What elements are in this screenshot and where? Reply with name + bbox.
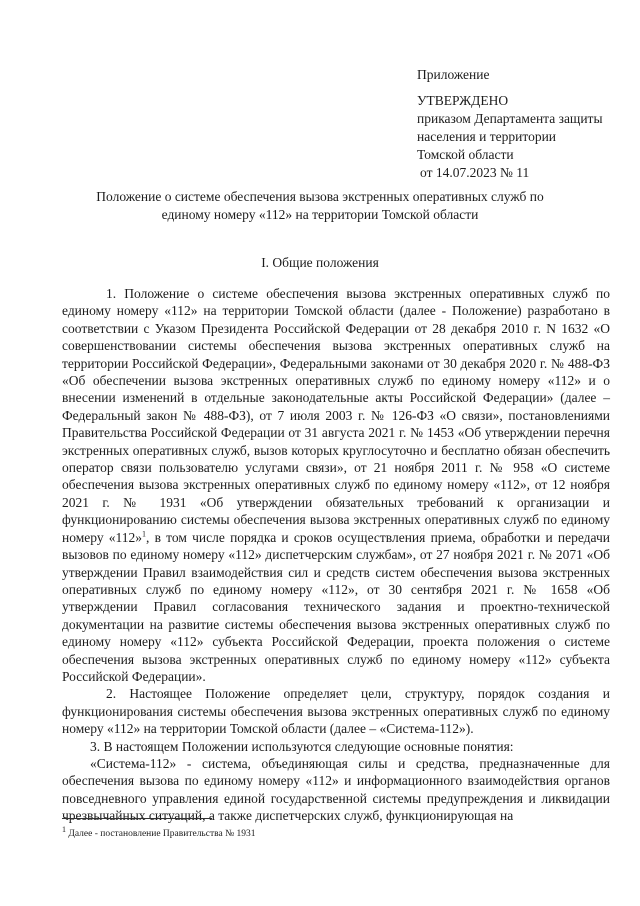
appendix-label: Приложение (417, 67, 490, 82)
paragraph-2: 2. Настоящее Положение определяет цели, структуру, порядок создания и функционирования системы обеспечения вызова экстренных оперативных служб по единому номеру «112» на территории Томской области (далее – «Система-112»). (62, 686, 610, 737)
paragraph-1 (62, 285, 610, 685)
approved-label: УТВЕРЖДЕНО (417, 93, 509, 108)
approval-department-line: населения и территории (417, 129, 557, 144)
footnote-marker: 1 (62, 824, 66, 834)
approval-order-line: приказом Департамента защиты (417, 111, 603, 126)
approval-region-line: Томской области (417, 147, 514, 162)
paragraph-1-part-a: 1. Положение о системе обеспечения вызова экстренных оперативных служб по единому номеру «112» на территории Томской области (далее - Положение) разработано в соответствии с Указом Президента Российской Федерации от 28 декабря 2010 г. N 1632 «О совершенствовании системы обеспечения вызова экстренных оперативных служб на территории Российской Федерации», Федеральными законами от 30 декабря 2020 г. № 488-ФЗ «Об обеспечении вызова экстренных оперативных служб по единому номеру «112» и о внесении изменений в отдельные законодательные акты Российской Федерации» (далее – Федеральный закон № 488-ФЗ), от 7 июля 2003 г. № 126-ФЗ «О связи», постановлениями Правительства Российской Федерации от 31 августа 2021 г. № 1453 «Об утверждении перечня экстренных оперативных служб, вызов которых круглосуточно и бесплатно обязан обеспечить оператор связи пользователю услугами связи», от 21 ноября 2011 г. № 958 «О системе обеспечения вызова экстренных оперативных служб по единому номеру «112», от 12 ноября 2021 г. № 1931 «Об утверждении обязательных требований к организации и функционированию системы обеспечения вызова экстренных оперативных служб по единому номеру «112» (62, 286, 610, 545)
footnote-reference: 1 (142, 529, 147, 539)
paragraph-4: «Система-112» - система, объединяющая силы и средства, предназначенные для обеспечения вызова по единому номеру «112» и информационного взаимодействия органов повседневного управления единой государственной системы предупреждения и ликвидации чрезвычайных ситуаций, а также диспетчерских служб, функционирующая на (62, 755, 610, 824)
document-title: Положение о системе обеспечения вызова экстренных оперативных служб по единому номеру «112» на территории Томской области (96, 189, 544, 222)
footnote-text: Далее - постановление Правительства № 1931 (66, 829, 256, 839)
section-heading: I. Общие положения (261, 255, 379, 270)
approval-block (417, 92, 603, 182)
document-body (62, 285, 610, 825)
footnote-divider (62, 818, 212, 819)
paragraph-3: 3. В настоящем Положении используются следующие основные понятия: (90, 738, 514, 754)
approval-date-line: от 14.07.2023 № 11 (420, 165, 530, 180)
paragraph-1-part-b: , в том числе порядка и сроков осуществления приема, обработки и передачи вызовов по единому номеру «112» диспетчерским службам», от 27 ноября 2021 г. № 2071 «Об утверждении Правил взаимодействия сил и средств систем обеспечения вызова экстренных оперативных служб по единому номеру «112», от 30 сентября 2021 г. № 1658 «Об утверждении Правил согласования технического задания и проектно-технической документации на развитие системы обеспечения вызова экстренных оперативных служб по единому номеру «112» субъекта Российской Федерации, проекта положения о системе обеспечения вызова экстренных оперативных служб по единому номеру «112» субъекта Российской Федерации». (62, 529, 610, 684)
footnote (62, 824, 256, 840)
